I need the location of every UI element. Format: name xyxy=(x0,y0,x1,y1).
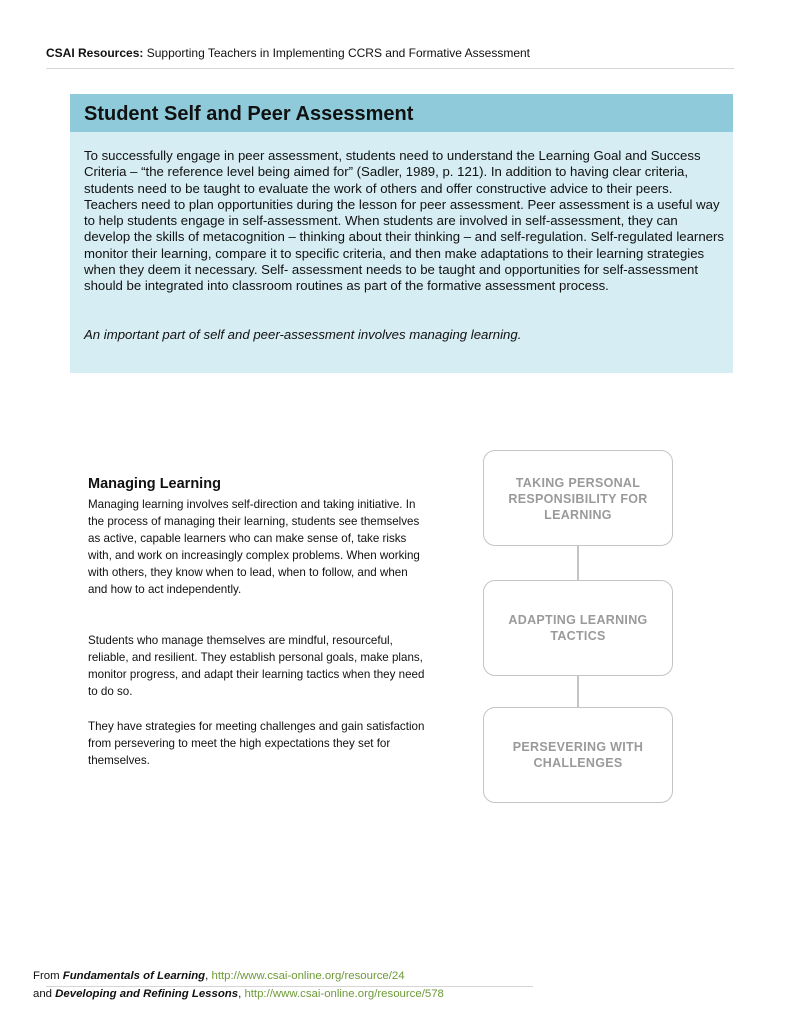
footer-2-sep: , xyxy=(238,988,245,1000)
managing-paragraph-2: Students who manage themselves are mindful, resourceful, reliable, and resilient. They establish personal goals, make plans, monitor progress, and adapt their learning tactics when they need to do so. xyxy=(88,634,425,698)
footer-2-prefix: and xyxy=(33,988,56,1000)
page-header xyxy=(46,46,530,60)
panel-note-text: An important part of self and peer-assessment involves managing learning. xyxy=(84,327,522,342)
footer-1-sep: , xyxy=(205,970,212,982)
footer-2-title: Developing and Refining Lessons xyxy=(55,988,239,1000)
managing-paragraph-1: Managing learning involves self-direction and taking initiative. In the process of managing their learning, students see themselves as active, capable learners who can make sense of, take risks with, and work on increasingly complex problems. When working with others, they know when to lead, when to follow, and when and how to act independently. xyxy=(88,498,420,596)
header-divider xyxy=(46,68,734,69)
assessment-panel xyxy=(70,94,733,373)
panel-title: Student Self and Peer Assessment xyxy=(84,103,414,125)
footer-divider xyxy=(46,986,533,987)
flow-step-3-label: PERSEVERING WITH CHALLENGES xyxy=(512,740,644,770)
footer-1-title: Fundamentals of Learning xyxy=(62,970,206,982)
flow-step-1-label: TAKING PERSONAL RESPONSIBILITY FOR LEARNING xyxy=(508,476,648,522)
panel-title-bar xyxy=(70,94,733,132)
flow-step-adapting xyxy=(483,580,673,676)
footer-source-2 xyxy=(33,988,444,1000)
managing-learning-heading: Managing Learning xyxy=(88,476,221,492)
flow-step-persevering xyxy=(483,707,673,803)
managing-paragraph-3: They have strategies for meeting challenges and gain satisfaction from persevering to meet the high expectations they set for themselves. xyxy=(88,720,425,767)
flow-step-2-label: ADAPTING LEARNING TACTICS xyxy=(508,613,648,643)
footer-1-prefix: From xyxy=(33,970,63,982)
footer-1-link[interactable]: http://www.csai-online.org/resource/24 xyxy=(211,970,405,982)
flow-step-responsibility xyxy=(483,450,673,546)
flow-connector-1 xyxy=(577,546,579,580)
header-label: Supporting Teachers in Implementing CCRS and Formative Assessment xyxy=(146,46,531,60)
flow-connector-2 xyxy=(577,676,579,707)
panel-body-text: To successfully engage in peer assessment, students need to understand the Learning Goal and Success Criteria – “the reference level being aimed for” (Sadler, 1989, p. 121). In addition to having clear criteria, students need to be taught to evaluate the work of others and offer constructive advice to their peers. Teachers need to plan opportunities during the lesson for peer assessment. Peer assessment is a useful way to help students engage in self-assessment. When students are involved in self-assessment, they can develop the skills of metacognition – thinking about their thinking – and self-regulation. Self-regulated learners monitor their learning, compare it to specific criteria, and then make adaptations to their learning strategies when they deem it necessary. Self- assessment needs to be taught and opportunities for self-assessment should be integrated into classroom routines as part of the formative assessment process. xyxy=(84,148,724,294)
header-label-bold: CSAI Resources: xyxy=(46,46,144,60)
footer-2-link[interactable]: http://www.csai-online.org/resource/578 xyxy=(244,988,444,1000)
footer-source-1 xyxy=(33,970,405,982)
